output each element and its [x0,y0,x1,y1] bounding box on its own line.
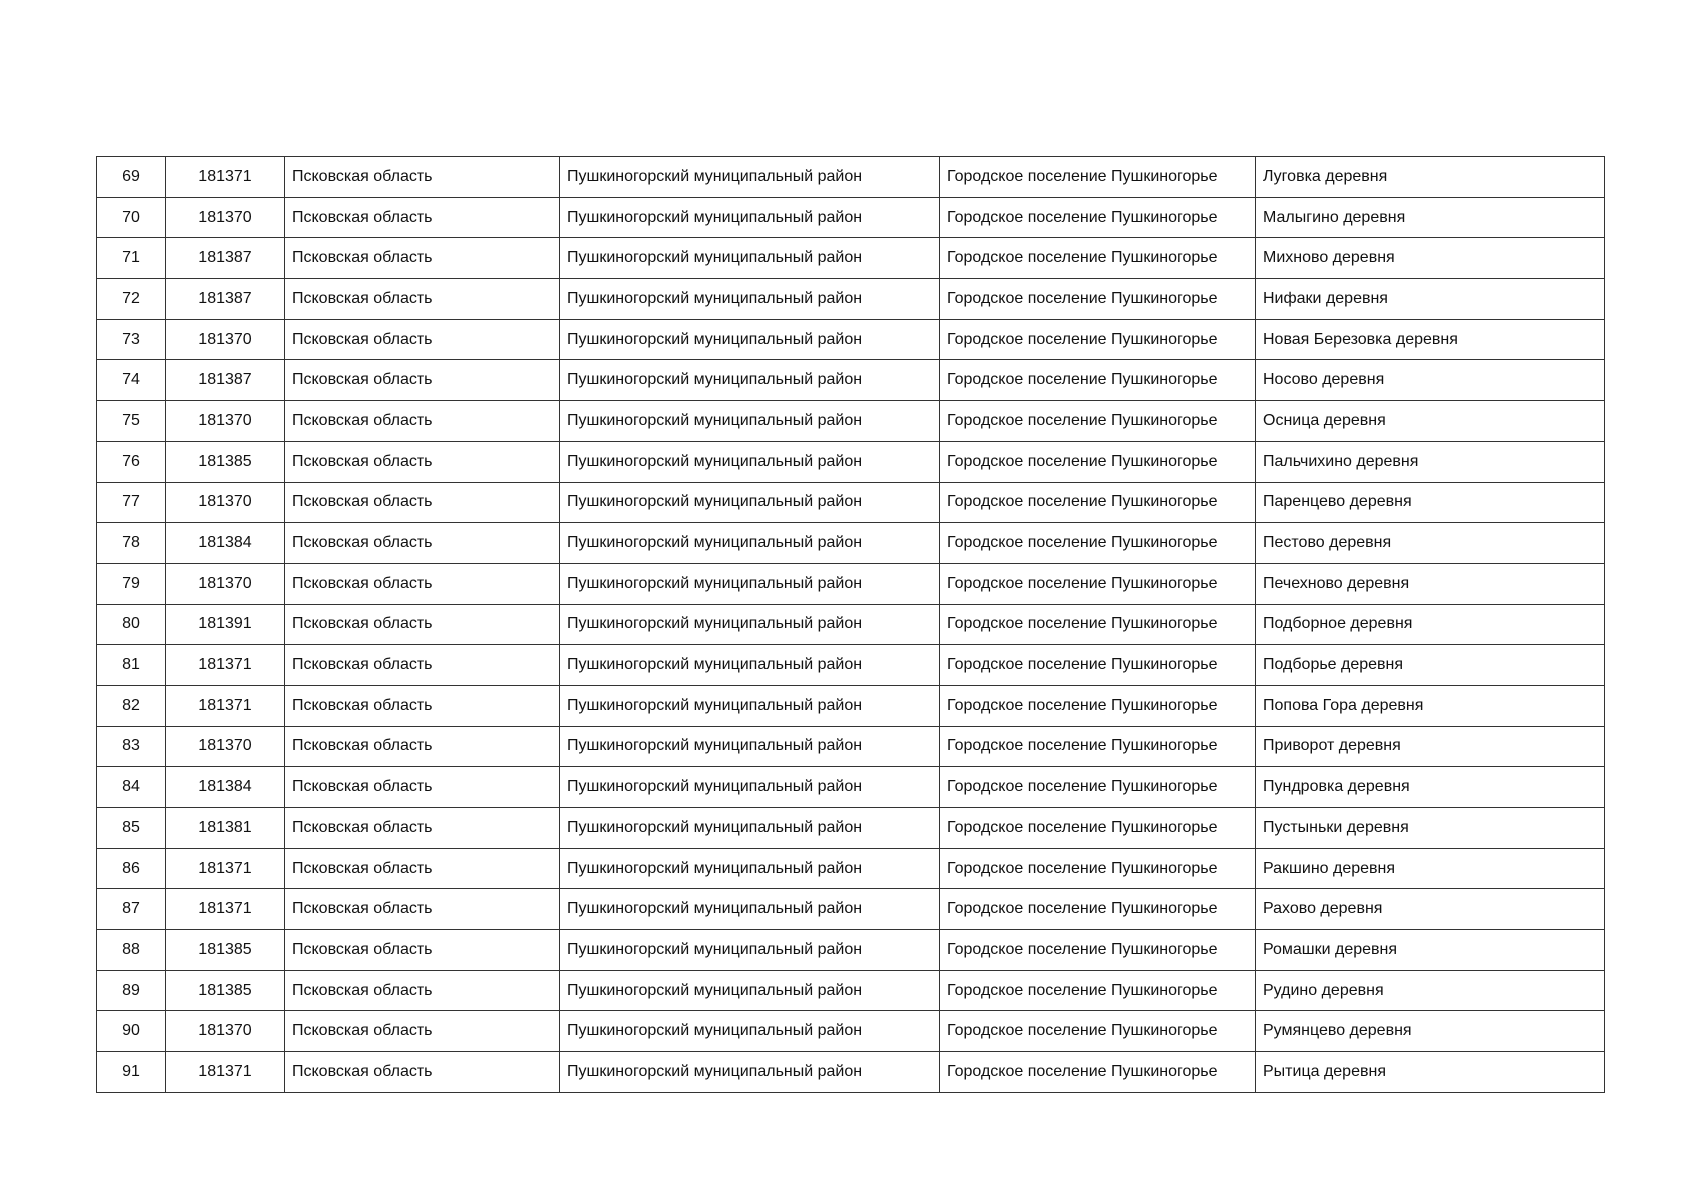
district-cell: Пушкиногорский муниципальный район [560,523,940,564]
table-row [97,604,1605,645]
table-row [97,970,1605,1011]
settlement-cell: Городское поселение Пушкиногорье [940,930,1256,971]
postal-code-cell: 181370 [166,482,285,523]
region-cell: Псковская область [285,604,560,645]
locality-cell: Подборье деревня [1256,645,1605,686]
district-cell: Пушкиногорский муниципальный район [560,726,940,767]
settlement-cell: Городское поселение Пушкиногорье [940,279,1256,320]
locality-cell: Подборное деревня [1256,604,1605,645]
row-number-cell: 90 [97,1011,166,1052]
region-cell: Псковская область [285,238,560,279]
postal-code-cell: 181370 [166,726,285,767]
settlement-cell: Городское поселение Пушкиногорье [940,970,1256,1011]
locality-cell: Носово деревня [1256,360,1605,401]
region-cell: Псковская область [285,360,560,401]
district-cell: Пушкиногорский муниципальный район [560,401,940,442]
locality-cell: Осница деревня [1256,401,1605,442]
locality-cell: Малыгино деревня [1256,197,1605,238]
locality-cell: Печехново деревня [1256,563,1605,604]
postal-code-cell: 181387 [166,238,285,279]
table-row [97,482,1605,523]
locality-cell: Приворот деревня [1256,726,1605,767]
settlement-cell: Городское поселение Пушкиногорье [940,808,1256,849]
table-row [97,685,1605,726]
table-row [97,360,1605,401]
district-cell: Пушкиногорский муниципальный район [560,1052,940,1093]
table-row [97,808,1605,849]
row-number-cell: 74 [97,360,166,401]
settlement-cell: Городское поселение Пушкиногорье [940,360,1256,401]
row-number-cell: 91 [97,1052,166,1093]
row-number-cell: 81 [97,645,166,686]
settlement-cell: Городское поселение Пушкиногорье [940,157,1256,198]
locality-cell: Румянцево деревня [1256,1011,1605,1052]
region-cell: Псковская область [285,441,560,482]
table-row [97,197,1605,238]
region-cell: Псковская область [285,808,560,849]
row-number-cell: 85 [97,808,166,849]
district-cell: Пушкиногорский муниципальный район [560,930,940,971]
settlement-cell: Городское поселение Пушкиногорье [940,238,1256,279]
table-row [97,726,1605,767]
table-row [97,157,1605,198]
row-number-cell: 72 [97,279,166,320]
settlement-cell: Городское поселение Пушкиногорье [940,523,1256,564]
locality-cell: Рудино деревня [1256,970,1605,1011]
row-number-cell: 86 [97,848,166,889]
region-cell: Псковская область [285,685,560,726]
settlement-cell: Городское поселение Пушкиногорье [940,848,1256,889]
row-number-cell: 69 [97,157,166,198]
postal-code-cell: 181387 [166,360,285,401]
district-cell: Пушкиногорский муниципальный район [560,279,940,320]
district-cell: Пушкиногорский муниципальный район [560,1011,940,1052]
table-body [97,157,1605,1093]
locality-cell: Пальчихино деревня [1256,441,1605,482]
district-cell: Пушкиногорский муниципальный район [560,685,940,726]
region-cell: Псковская область [285,970,560,1011]
settlement-cell: Городское поселение Пушкиногорье [940,889,1256,930]
locality-cell: Пестово деревня [1256,523,1605,564]
table-row [97,523,1605,564]
row-number-cell: 78 [97,523,166,564]
table-row [97,767,1605,808]
district-cell: Пушкиногорский муниципальный район [560,482,940,523]
postal-code-cell: 181385 [166,441,285,482]
locality-cell: Нифаки деревня [1256,279,1605,320]
district-cell: Пушкиногорский муниципальный район [560,157,940,198]
postal-code-cell: 181371 [166,1052,285,1093]
postal-code-cell: 181371 [166,157,285,198]
settlement-cell: Городское поселение Пушкиногорье [940,604,1256,645]
table-row [97,1011,1605,1052]
district-cell: Пушкиногорский муниципальный район [560,441,940,482]
postal-code-cell: 181371 [166,685,285,726]
district-cell: Пушкиногорский муниципальный район [560,360,940,401]
region-cell: Псковская область [285,1052,560,1093]
settlement-cell: Городское поселение Пушкиногорье [940,401,1256,442]
district-cell: Пушкиногорский муниципальный район [560,848,940,889]
postal-code-cell: 181370 [166,319,285,360]
region-cell: Псковская область [285,319,560,360]
settlement-cell: Городское поселение Пушкиногорье [940,563,1256,604]
table-row [97,441,1605,482]
postal-code-cell: 181381 [166,808,285,849]
settlement-cell: Городское поселение Пушкиногорье [940,726,1256,767]
table-row [97,279,1605,320]
region-cell: Псковская область [285,930,560,971]
row-number-cell: 82 [97,685,166,726]
region-cell: Псковская область [285,197,560,238]
postal-code-cell: 181370 [166,197,285,238]
table-row [97,930,1605,971]
district-cell: Пушкиногорский муниципальный район [560,808,940,849]
row-number-cell: 89 [97,970,166,1011]
postal-code-cell: 181370 [166,1011,285,1052]
row-number-cell: 79 [97,563,166,604]
postal-code-cell: 181371 [166,645,285,686]
locality-cell: Паренцево деревня [1256,482,1605,523]
region-cell: Псковская область [285,523,560,564]
row-number-cell: 84 [97,767,166,808]
postal-code-cell: 181385 [166,970,285,1011]
region-cell: Псковская область [285,482,560,523]
region-cell: Псковская область [285,889,560,930]
settlement-cell: Городское поселение Пушкиногорье [940,645,1256,686]
postal-code-cell: 181370 [166,401,285,442]
locality-cell: Луговка деревня [1256,157,1605,198]
row-number-cell: 70 [97,197,166,238]
row-number-cell: 76 [97,441,166,482]
locality-cell: Михново деревня [1256,238,1605,279]
postal-code-cell: 181384 [166,523,285,564]
settlement-cell: Городское поселение Пушкиногорье [940,441,1256,482]
locality-cell: Рахово деревня [1256,889,1605,930]
settlement-cell: Городское поселение Пушкиногорье [940,319,1256,360]
district-cell: Пушкиногорский муниципальный район [560,319,940,360]
postal-code-cell: 181370 [166,563,285,604]
region-cell: Псковская область [285,563,560,604]
district-cell: Пушкиногорский муниципальный район [560,604,940,645]
table-row [97,848,1605,889]
settlement-cell: Городское поселение Пушкиногорье [940,1011,1256,1052]
locality-cell: Пустыньки деревня [1256,808,1605,849]
row-number-cell: 75 [97,401,166,442]
region-cell: Псковская область [285,1011,560,1052]
table-row [97,889,1605,930]
postal-code-cell: 181387 [166,279,285,320]
district-cell: Пушкиногорский муниципальный район [560,563,940,604]
table-row [97,319,1605,360]
locality-cell: Пундровка деревня [1256,767,1605,808]
district-cell: Пушкиногорский муниципальный район [560,238,940,279]
district-cell: Пушкиногорский муниципальный район [560,767,940,808]
settlement-cell: Городское поселение Пушкиногорье [940,767,1256,808]
row-number-cell: 83 [97,726,166,767]
locality-cell: Ромашки деревня [1256,930,1605,971]
postal-code-cell: 181371 [166,889,285,930]
region-cell: Псковская область [285,157,560,198]
table-row [97,645,1605,686]
postal-code-cell: 181384 [166,767,285,808]
settlement-cell: Городское поселение Пушкиногорье [940,685,1256,726]
region-cell: Псковская область [285,401,560,442]
row-number-cell: 80 [97,604,166,645]
locality-cell: Рытица деревня [1256,1052,1605,1093]
locality-cell: Попова Гора деревня [1256,685,1605,726]
region-cell: Псковская область [285,726,560,767]
settlement-cell: Городское поселение Пушкиногорье [940,1052,1256,1093]
settlement-cell: Городское поселение Пушкиногорье [940,482,1256,523]
locality-cell: Ракшино деревня [1256,848,1605,889]
table-row [97,1052,1605,1093]
district-cell: Пушкиногорский муниципальный район [560,645,940,686]
settlement-cell: Городское поселение Пушкиногорье [940,197,1256,238]
region-cell: Псковская область [285,279,560,320]
region-cell: Псковская область [285,645,560,686]
table-row [97,401,1605,442]
row-number-cell: 87 [97,889,166,930]
district-cell: Пушкиногорский муниципальный район [560,970,940,1011]
region-cell: Псковская область [285,767,560,808]
row-number-cell: 71 [97,238,166,279]
district-cell: Пушкиногорский муниципальный район [560,197,940,238]
postal-code-cell: 181385 [166,930,285,971]
table-row [97,563,1605,604]
row-number-cell: 73 [97,319,166,360]
table-row [97,238,1605,279]
locality-table [96,156,1605,1093]
region-cell: Псковская область [285,848,560,889]
row-number-cell: 88 [97,930,166,971]
postal-code-cell: 181391 [166,604,285,645]
row-number-cell: 77 [97,482,166,523]
district-cell: Пушкиногорский муниципальный район [560,889,940,930]
locality-cell: Новая Березовка деревня [1256,319,1605,360]
postal-code-cell: 181371 [166,848,285,889]
